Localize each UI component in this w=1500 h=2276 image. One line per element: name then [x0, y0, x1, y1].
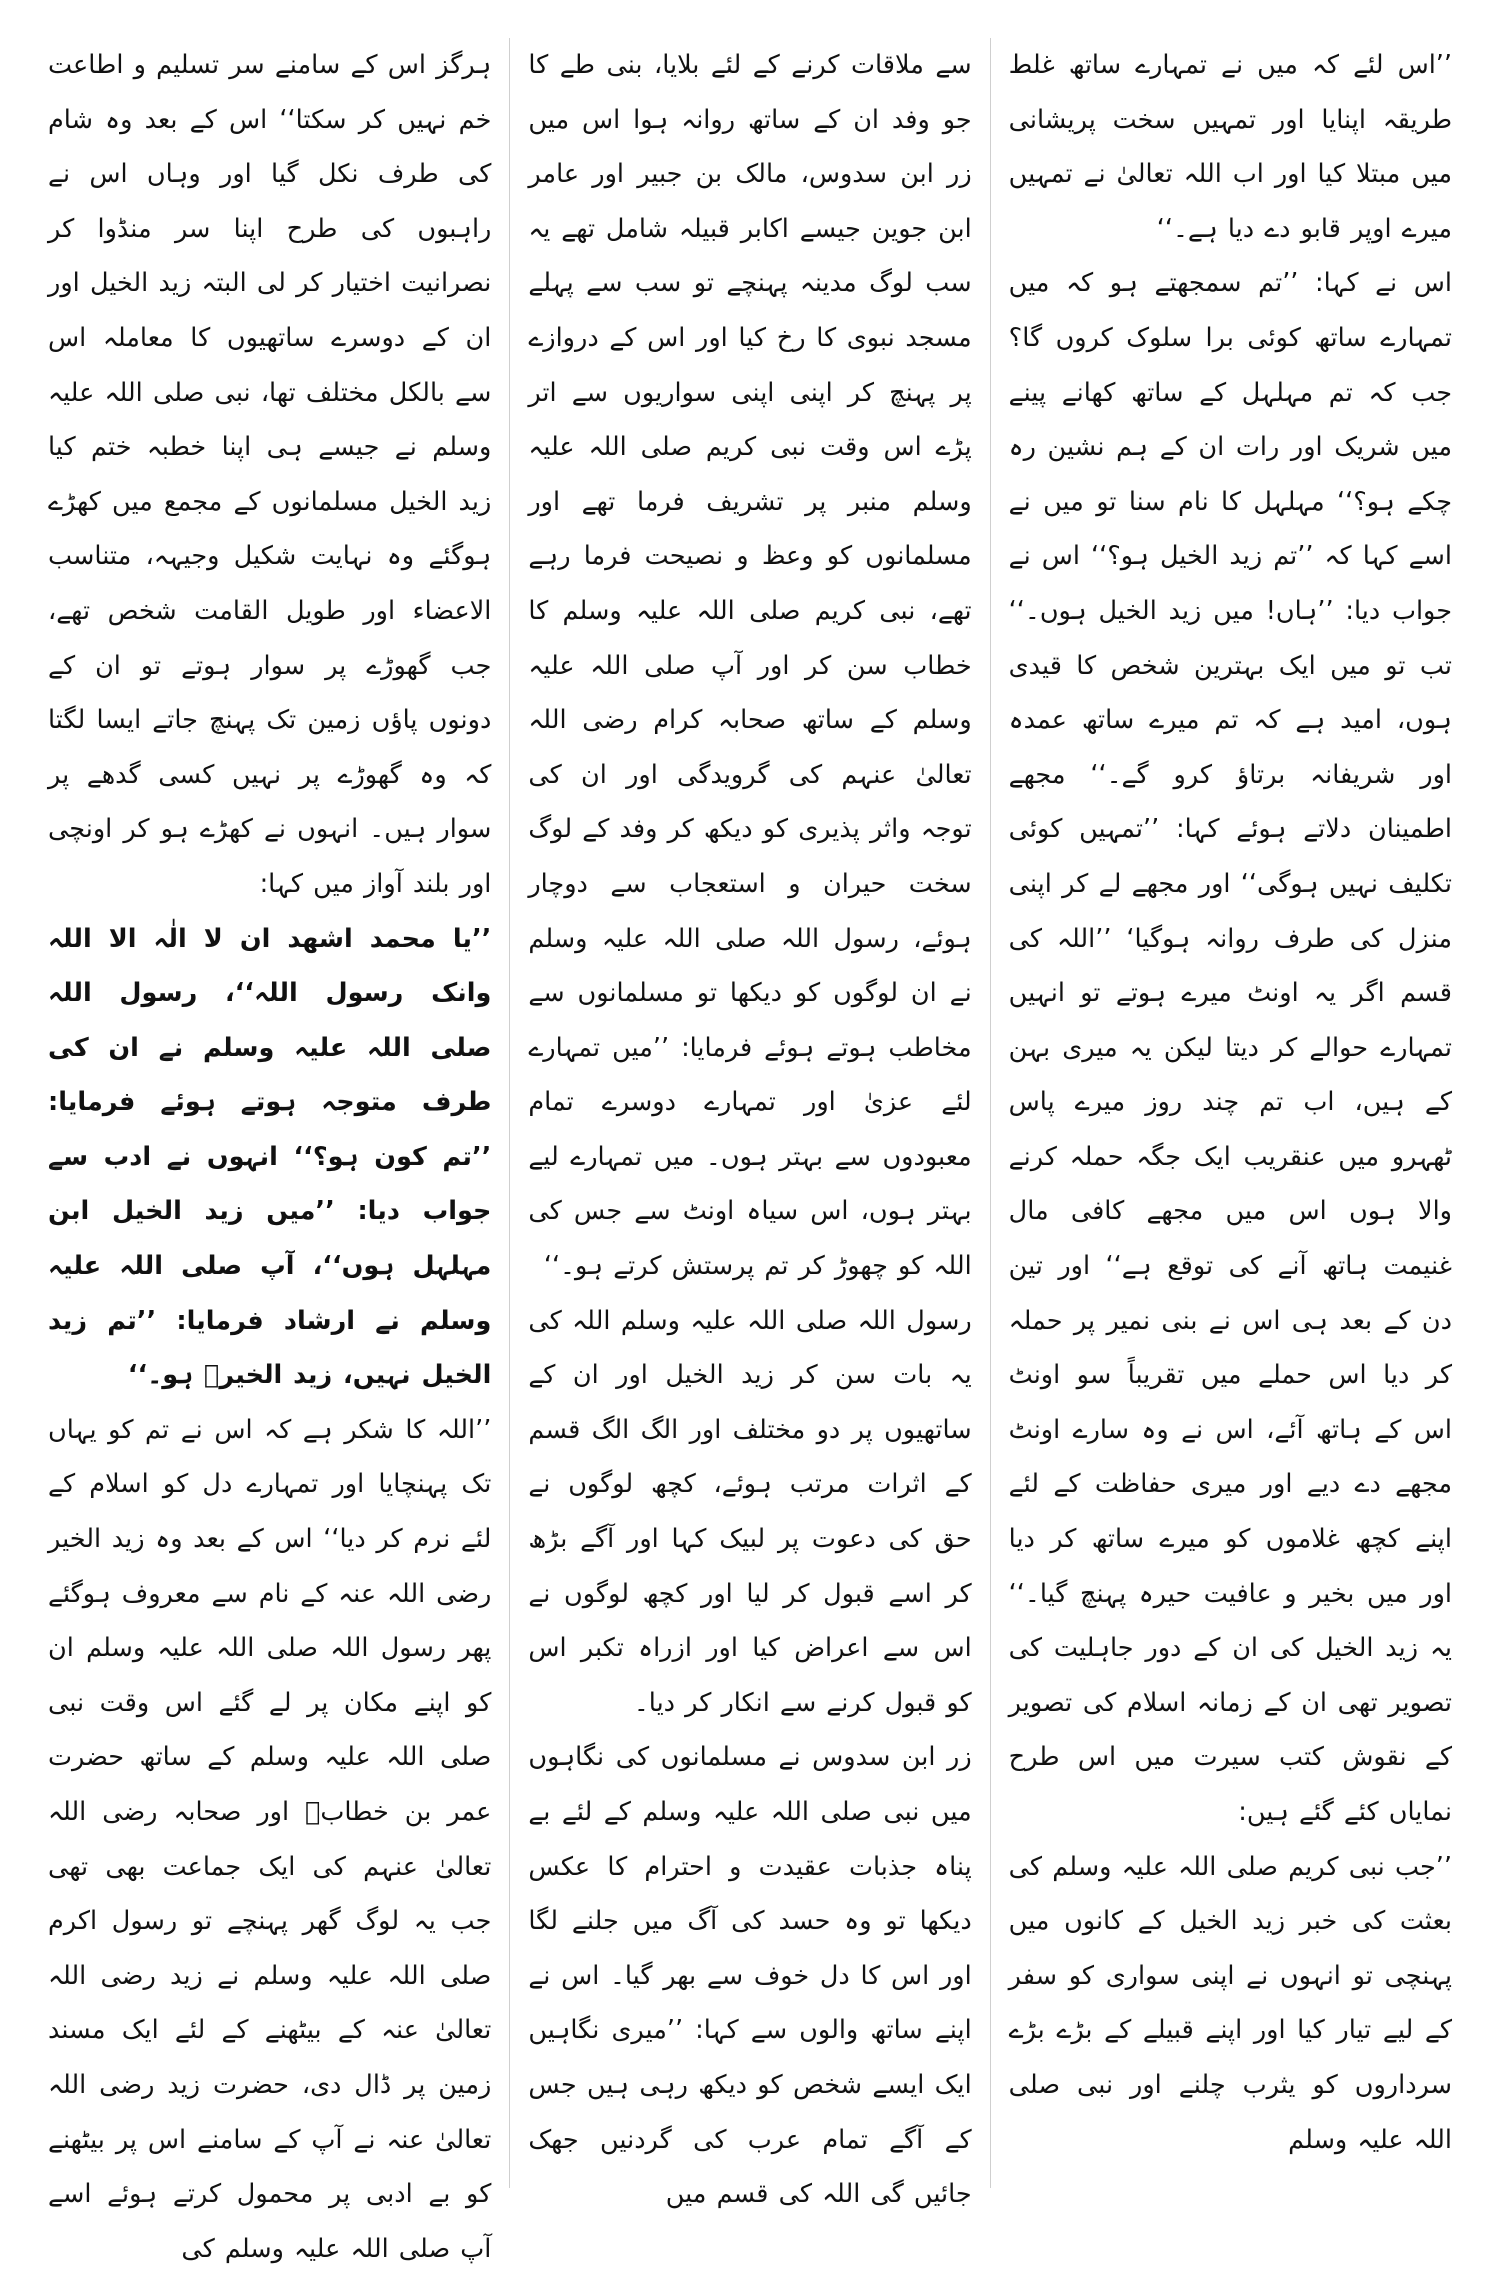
- text-column-left: [30, 38, 509, 2264]
- paragraph: ’’جب نبی کریم صلی اللہ علیہ وسلم کی بعثت کی خبر زید الخیل کے کانوں میں پہنچی تو انہوں نے اپنی سواری کو سفر کے لیے تیار کیا اور اپنے قبیلے کے بڑے بڑے سرداروں کو یثرب چلنے اور نبی صلی اللہ علیہ وسلم: [1008, 1851, 1452, 2155]
- text-column-middle: [509, 38, 989, 2210]
- paragraph: رسول اللہ صلی اللہ علیہ وسلم اللہ کی یہ بات سن کر زید الخیل اور ان کے ساتھیوں پر دو مختلف اور الگ الگ قسم کے اثرات مرتب ہوئے، کچھ لوگوں نے حق کی دعوت پر لبیک کہا اور آگے بڑھ کر اسے قبول کر لیا اور کچھ لوگوں نے اس سے اعراض کیا اور ازراہ تکبر اس کو قبول کرنے سے انکار کر دیا۔: [528, 1305, 972, 1718]
- paragraph: سے ملاقات کرنے کے لئے بلایا، بنی طے کا جو وفد ان کے ساتھ روانہ ہوا اس میں زر ابن سدوس، مالک بن جبیر اور عامر ابن جوین جیسے اکابر قبیلہ شامل تھے یہ سب لوگ مدینہ پہنچے تو سب سے پہلے مسجد نبوی کا رخ کیا اور اس کے دروازے پر پہنچ کر اپنی اپنی سواریوں سے اتر پڑے اس وقت نبی کریم صلی اللہ علیہ وسلم منبر پر تشریف فرما تھے اور مسلمانوں کو وعظ و نصیحت فرما رہے تھے، نبی کریم صلی اللہ علیہ وسلم کا خطاب سن کر اور آپ صلی اللہ علیہ وسلم کے ساتھ صحابہ کرام رضی اللہ تعالیٰ عنہم کی گرویدگی اور ان کی توجہ واثر پذیری کو دیکھ کر وفد کے لوگ سخت حیران و استعجاب سے دوچار ہوئے، رسول اللہ صلی اللہ علیہ وسلم نے ان لوگوں کو دیکھا تو مسلمانوں سے مخاطب ہوتے ہوئے فرمایا: ’’میں تمہارے لئے عزیٰ اور تمہارے دوسرے تمام معبودوں سے بہتر ہوں۔ میں تمہارے لیے بہتر ہوں، اس سیاہ اونٹ سے جس کی اللہ کو چھوڑ کر تم پرستش کرتے ہو۔‘‘: [528, 50, 972, 1282]
- paragraph: زر ابن سدوس نے مسلمانوں کی نگاہوں میں نبی صلی اللہ علیہ وسلم کے لئے بے پناہ جذبات عقیدت و احترام کا عکس دیکھا تو وہ حسد کی آگ میں جلنے لگا اور اس کا دل خوف سے بھر گیا۔ اس نے اپنے ساتھ والوں سے کہا: ’’میری نگاہیں ایک ایسے شخص کو دیکھ رہی ہیں جس کے آگے تمام عرب کی گردنیں جھک جائیں گی اللہ کی قسم میں: [528, 1742, 972, 2210]
- paragraph: ’’اللہ کا شکر ہے کہ اس نے تم کو یہاں تک پہنچایا اور تمہارے دل کو اسلام کے لئے نرم کر دیا‘‘ اس کے بعد وہ زید الخیر رضی اللہ عنہ کے نام سے معروف ہوگئے پھر رسول اللہ صلی اللہ علیہ وسلم ان کو اپنے مکان پر لے گئے اس وقت نبی صلی اللہ علیہ وسلم کے ساتھ حضرت عمر بن خطابؓ اور صحابہ رضی اللہ تعالیٰ عنہم کی ایک جماعت بھی تھی جب یہ لوگ گھر پہنچے تو رسول اکرم صلی اللہ علیہ وسلم نے زید رضی اللہ تعالیٰ عنہ کے بیٹھنے کے لئے ایک مسند زمین پر ڈال دی، حضرت زید رضی اللہ تعالیٰ عنہ نے آپ کے سامنے اس پر بیٹھنے کو بے ادبی پر محمول کرتے ہوئے اسے آپ صلی اللہ علیہ وسلم کی: [48, 1414, 492, 2264]
- paragraph: ’’اس لئے کہ میں نے تمہارے ساتھ غلط طریقہ اپنایا اور تمہیں سخت پریشانی میں مبتلا کیا اور اب اللہ تعالیٰ نے تمہیں میرے اوپر قابو دے دیا ہے۔‘‘: [1008, 50, 1452, 244]
- paragraph: ’’یا محمد اشھد ان لا الٰہ الا اللہ وانک رسول اللہ‘‘، رسول اللہ صلی اللہ علیہ وسلم نے ان کی طرف متوجہ ہوتے ہوئے فرمایا: ’’تم کون ہو؟‘‘ انہوں نے ادب سے جواب دیا: ’’میں زید الخیل ابن مہلہل ہوں‘‘، آپ صلی اللہ علیہ وسلم نے ارشاد فرمایا: ’’تم زید الخیل نہیں، زید الخیرؓ ہو۔‘‘: [48, 923, 492, 1391]
- text-column-right: [990, 38, 1470, 2188]
- paragraph: ہرگز اس کے سامنے سر تسلیم و اطاعت خم نہیں کر سکتا‘‘ اس کے بعد وہ شام کی طرف نکل گیا اور وہاں اس نے راہبوں کی طرح اپنا سر منڈوا کر نصرانیت اختیار کر لی البتہ زید الخیل اور ان کے دوسرے ساتھیوں کا معاملہ اس سے بالکل مختلف تھا، نبی صلی اللہ علیہ وسلم نے جیسے ہی اپنا خطبہ ختم کیا زید الخیل مسلمانوں کے مجمع میں کھڑے ہوگئے وہ نہایت شکیل وجیہہ، متناسب الاعضاء اور طویل القامت شخص تھے، جب گھوڑے پر سوار ہوتے تو ان کے دونوں پاؤں زمین تک پہنچ جاتے ایسا لگتا کہ وہ گھوڑے پر نہیں کسی گدھے پر سوار ہیں۔ انہوں نے کھڑے ہو کر اونچی اور بلند آواز میں کہا:: [48, 50, 492, 899]
- paragraph: اس نے کہا: ’’تم سمجھتے ہو کہ میں تمہارے ساتھ کوئی برا سلوک کروں گا؟ جب کہ تم مہلہل کے ساتھ کھانے پینے میں شریک اور رات ان کے ہم نشین رہ چکے ہو؟‘‘ مہلہل کا نام سنا تو میں نے اسے کہا کہ ’’تم زید الخیل ہو؟‘‘ اس نے جواب دیا: ’’ہاں! میں زید الخیل ہوں۔‘‘ تب تو میں ایک بہترین شخص کا قیدی ہوں، امید ہے کہ تم میرے ساتھ عمدہ اور شریفانہ برتاؤ کرو گے۔‘‘ مجھے اطمینان دلاتے ہوئے کہا: ’’تمہیں کوئی تکلیف نہیں ہوگی‘‘ اور مجھے لے کر اپنی منزل کی طرف روانہ ہوگیا‘ ’’اللہ کی قسم اگر یہ اونٹ میرے ہوتے تو انہیں تمہارے حوالے کر دیتا لیکن یہ میری بہن کے ہیں، اب تم چند روز میرے پاس ٹھہرو میں عنقریب ایک جگہ حملہ کرنے والا ہوں اس میں مجھے کافی مال غنیمت ہاتھ آنے کی توقع ہے‘‘ اور تین دن کے بعد ہی اس نے بنی نمیر پر حملہ کر دیا اس حملے میں تقریباً سو اونٹ اس کے ہاتھ آئے، اس نے وہ سارے اونٹ مجھے دے دیے اور میری حفاظت کے لئے اپنے کچھ غلاموں کو میرے ساتھ کر دیا اور میں بخیر و عافیت حیرہ پہنچ گیا۔‘‘ یہ زید الخیل کی ان کے دور جاہلیت کی تصویر تھی ان کے زمانہ اسلام کی تصویر کے نقوش کتب سیرت میں اس طرح نمایاں کئے گئے ہیں:: [1008, 268, 1452, 1827]
